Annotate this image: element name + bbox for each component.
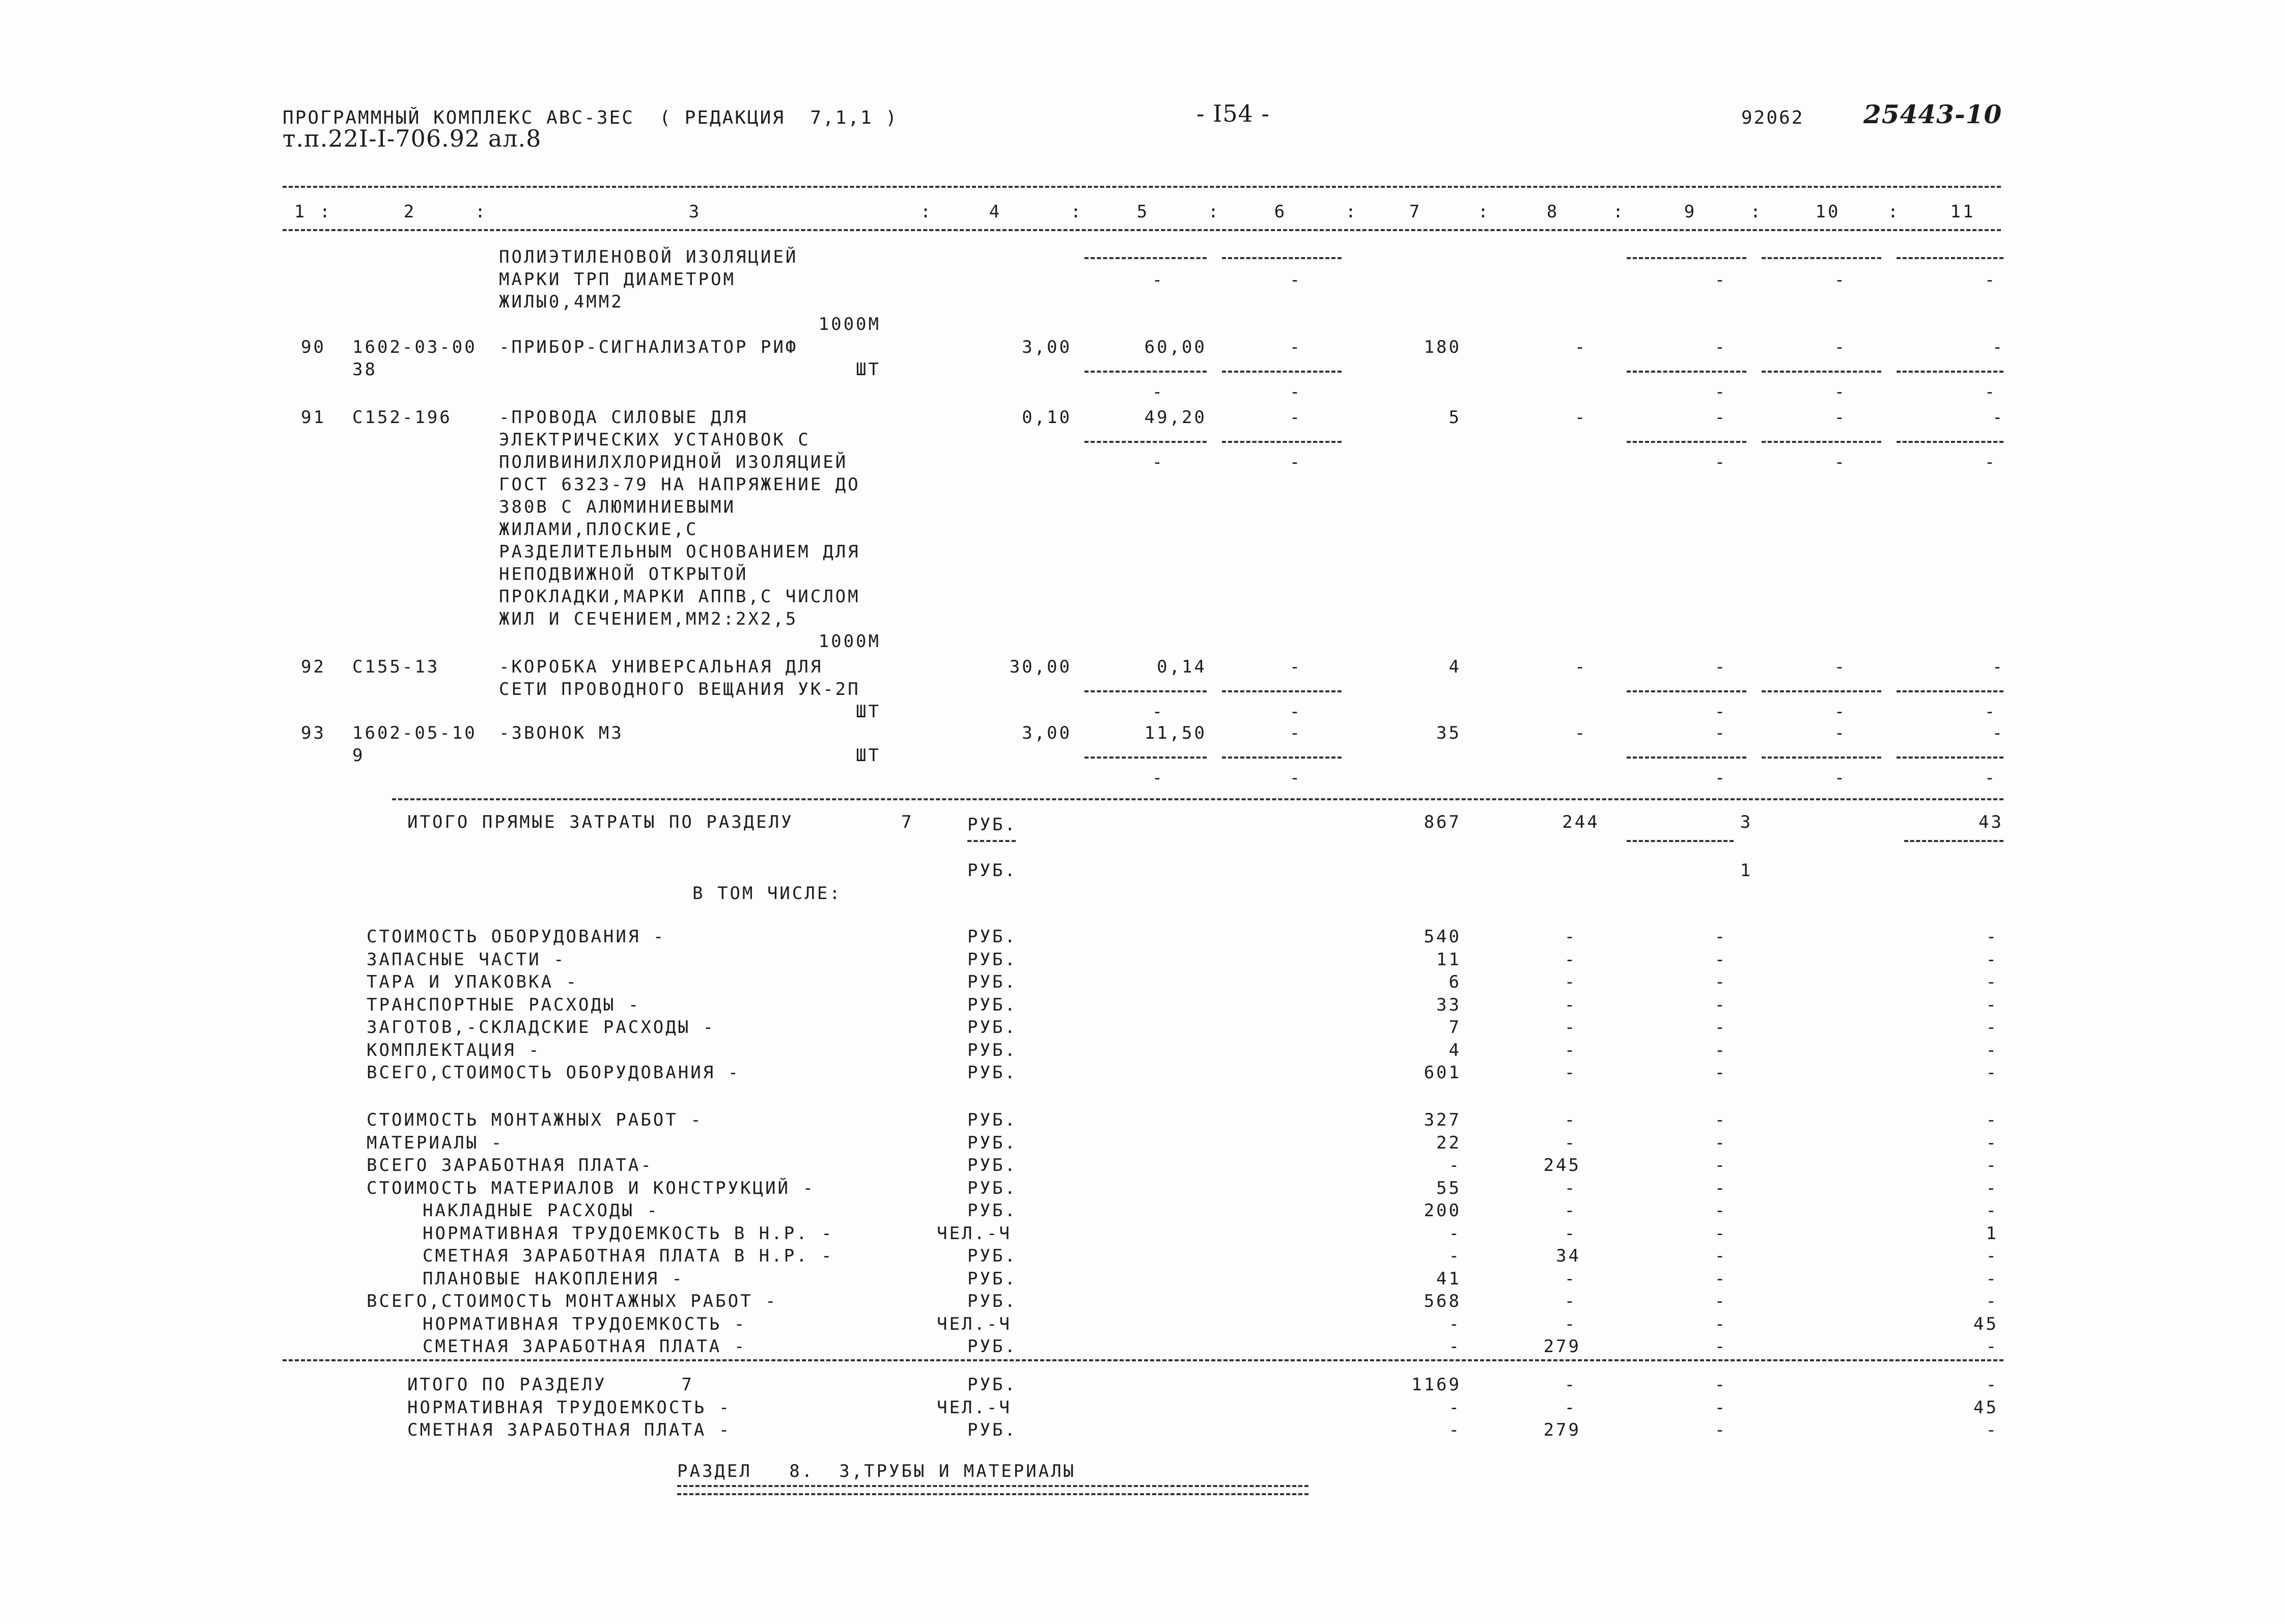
section-total-c11: 43	[1979, 812, 2003, 832]
breakdown-c9: -	[1714, 994, 1727, 1015]
quantity: 3,00	[1022, 337, 1072, 357]
sub-value: -	[1984, 452, 1997, 472]
works-c7: 55	[1436, 1178, 1461, 1198]
unit-price: 49,20	[1144, 407, 1207, 428]
double-underline	[677, 1485, 1308, 1495]
breakdown-c8: -	[1564, 927, 1577, 947]
sub-value: -	[1714, 382, 1727, 402]
works-c11: -	[1986, 1155, 1998, 1175]
sub-value: -	[1289, 702, 1302, 722]
unit-label: РУБ.	[967, 1200, 1017, 1221]
works-label: МАТЕРИАЛЫ -	[367, 1132, 504, 1153]
unit-price: 11,50	[1144, 723, 1207, 743]
unit-label: 1000М	[818, 314, 881, 334]
item-number: 90	[301, 337, 326, 357]
description-line: ГОСТ 6323-79 НА НАПРЯЖЕНИЕ ДО	[499, 474, 860, 495]
unit-label: ЧЕЛ.-Ч	[937, 1313, 1012, 1334]
sub-value: -	[1152, 382, 1165, 402]
sub-value: -	[1289, 768, 1302, 788]
breakdown-c11: -	[1986, 1017, 1998, 1038]
column-header-10: 10	[1815, 202, 1841, 222]
description-line: -КОРОБКА УНИВЕРСАЛЬНАЯ ДЛЯ	[499, 657, 823, 677]
works-c7: 22	[1436, 1132, 1461, 1153]
breakdown-c7: 11	[1436, 949, 1461, 970]
description-line: ПОЛИЭТИЛЕНОВОЙ ИЗОЛЯЦИЕЙ	[499, 247, 798, 267]
works-label: НОРМАТИВНАЯ ТРУДОЕМКОСТЬ -	[423, 1313, 747, 1334]
column-header-6: 6	[1274, 202, 1287, 222]
final-c8: -	[1564, 1397, 1577, 1418]
dashed-rule	[1222, 371, 1342, 373]
dashed-rule	[1897, 690, 2003, 692]
column-separator: :	[1887, 202, 1901, 222]
dashed-rule	[1627, 690, 1746, 692]
section-total-c9-sub: 1	[1740, 860, 1753, 881]
unit-label: ШТ	[856, 359, 881, 380]
cell-9: -	[1714, 723, 1727, 743]
section-total-number: 7	[901, 812, 914, 832]
works-c9: -	[1714, 1200, 1727, 1221]
dashed-rule	[1762, 690, 1881, 692]
breakdown-label: КОМПЛЕКТАЦИЯ -	[367, 1040, 541, 1060]
dashed-rule	[1897, 757, 2003, 759]
works-c11: 45	[1973, 1313, 1998, 1334]
column-separator: :	[1750, 202, 1763, 222]
works-label: НОРМАТИВНАЯ ТРУДОЕМКОСТЬ В Н.Р. -	[423, 1223, 834, 1244]
cell-10: -	[1834, 337, 1847, 357]
breakdown-c7: 4	[1448, 1040, 1461, 1060]
description-line: ЭЛЕКТРИЧЕСКИХ УСТАНОВОК С	[499, 430, 811, 450]
sub-value: -	[1714, 452, 1727, 472]
works-c11: -	[1986, 1110, 1998, 1130]
works-label: СМЕТНАЯ ЗАРАБОТНАЯ ПЛАТА -	[423, 1336, 747, 1357]
unit-label: РУБ.	[967, 1375, 1017, 1395]
section-total-cost: 867	[1424, 812, 1461, 832]
breakdown-c8: -	[1564, 994, 1577, 1015]
breakdown-c8: -	[1564, 1017, 1577, 1038]
unit-price: 0,14	[1157, 657, 1207, 677]
breakdown-c8: -	[1564, 1040, 1577, 1060]
unit-label: РУБ.	[967, 1178, 1017, 1198]
unit-label: РУБ.	[967, 815, 1017, 835]
breakdown-c11: -	[1986, 949, 1998, 970]
works-c8: -	[1564, 1132, 1577, 1153]
handwritten-stamp: 25443-10	[1863, 99, 2002, 129]
cell-9: -	[1714, 657, 1727, 677]
sub-value: -	[1984, 382, 1997, 402]
next-section-title: РАЗДЕЛ 8. 3,ТРУБЫ И МАТЕРИАЛЫ	[677, 1461, 1076, 1481]
column-header-7: 7	[1409, 202, 1422, 222]
page-number: - I54 -	[1196, 100, 1270, 127]
dashed-rule	[1904, 840, 2003, 842]
cell-9: -	[1714, 337, 1727, 357]
dashed-rule	[1222, 441, 1342, 443]
sub-value: -	[1152, 452, 1165, 472]
unit-label: РУБ.	[967, 1040, 1017, 1060]
quantity: 30,00	[1009, 657, 1072, 677]
sub-value: -	[1834, 452, 1847, 472]
breakdown-c9: -	[1714, 1062, 1727, 1083]
cell-11: -	[1992, 657, 2005, 677]
works-label: СТОИМОСТЬ МОНТАЖНЫХ РАБОТ -	[367, 1110, 703, 1130]
sub-value: -	[1152, 270, 1165, 290]
final-c7: -	[1448, 1397, 1461, 1418]
breakdown-c11: -	[1986, 994, 1998, 1015]
works-c9: -	[1714, 1178, 1727, 1198]
final-c9: -	[1714, 1420, 1727, 1440]
unit-label: РУБ.	[967, 994, 1017, 1015]
breakdown-c11: -	[1986, 972, 1998, 992]
works-c9: -	[1714, 1268, 1727, 1289]
cell-8: -	[1574, 723, 1587, 743]
works-c11: -	[1986, 1246, 1998, 1266]
description-line: ЖИЛЫ0,4ММ2	[499, 292, 624, 312]
cell-8: -	[1574, 337, 1587, 357]
final-label: СМЕТНАЯ ЗАРАБОТНАЯ ПЛАТА -	[407, 1420, 732, 1440]
breakdown-c7: 6	[1448, 972, 1461, 992]
description-line: СЕТИ ПРОВОДНОГО ВЕЩАНИЯ УК-2П	[499, 679, 860, 699]
unit-label: РУБ.	[967, 1336, 1017, 1357]
dashed-rule	[1762, 371, 1881, 373]
cell-8: -	[1574, 407, 1587, 428]
sub-value: -	[1984, 768, 1997, 788]
dashed-rule	[1222, 757, 1342, 759]
column-header-1: 1	[294, 202, 307, 222]
final-c9: -	[1714, 1375, 1727, 1395]
column-header-5: 5	[1136, 202, 1150, 222]
description-line: РАЗДЕЛИТЕЛЬНЫМ ОСНОВАНИЕМ ДЛЯ	[499, 542, 860, 562]
final-label: НОРМАТИВНАЯ ТРУДОЕМКОСТЬ -	[407, 1397, 732, 1418]
sub-value: -	[1289, 270, 1302, 290]
unit-label: РУБ.	[967, 1268, 1017, 1289]
unit-label: РУБ.	[967, 1017, 1017, 1038]
works-c8: -	[1564, 1110, 1577, 1130]
works-c9: -	[1714, 1132, 1727, 1153]
cell-6: -	[1289, 657, 1302, 677]
works-c8: -	[1564, 1313, 1577, 1334]
unit-label: РУБ.	[967, 1291, 1017, 1311]
column-separator: :	[920, 202, 933, 222]
works-label: СТОИМОСТЬ МАТЕРИАЛОВ И КОНСТРУКЦИЙ -	[367, 1178, 815, 1198]
works-c9: -	[1714, 1246, 1727, 1266]
column-header-9: 9	[1684, 202, 1697, 222]
sub-value: -	[1289, 382, 1302, 402]
description-line: ПОЛИВИНИЛХЛОРИДНОЙ ИЗОЛЯЦИЕЙ	[499, 452, 848, 472]
column-separator: :	[1345, 202, 1358, 222]
dashed-rule	[1897, 441, 2003, 443]
works-c7: 200	[1424, 1200, 1461, 1221]
final-c11: 45	[1973, 1397, 1998, 1418]
column-header-11: 11	[1950, 202, 1975, 222]
final-c11: -	[1986, 1375, 1998, 1395]
final-c8: -	[1564, 1375, 1577, 1395]
unit-label: РУБ.	[967, 1132, 1017, 1153]
breakdown-label: ТРАНСПОРТНЫЕ РАСХОДЫ -	[367, 994, 641, 1015]
breakdown-c9: -	[1714, 949, 1727, 970]
item-number: 92	[301, 657, 326, 677]
works-c11: -	[1986, 1132, 1998, 1153]
works-c8: -	[1564, 1291, 1577, 1311]
table-top-border	[283, 186, 2001, 188]
in-that-number-label: В ТОМ ЧИСЛЕ:	[692, 883, 842, 904]
dashed-rule	[1762, 257, 1881, 259]
final-c7: -	[1448, 1420, 1461, 1440]
works-c7: -	[1448, 1313, 1461, 1334]
sub-value: -	[1834, 768, 1847, 788]
description-line: МАРКИ ТРП ДИАМЕТРОМ	[499, 269, 736, 290]
cell-10: -	[1834, 407, 1847, 428]
description-line: -ПРИБОР-СИГНАЛИЗАТОР РИФ	[499, 337, 798, 357]
section-total-wages: 244	[1562, 812, 1600, 832]
works-c7: -	[1448, 1336, 1461, 1357]
final-c11: -	[1986, 1420, 1998, 1440]
breakdown-label: ВСЕГО,СТОИМОСТЬ ОБОРУДОВАНИЯ -	[367, 1062, 741, 1083]
breakdown-label: ЗАПАСНЫЕ ЧАСТИ -	[367, 949, 566, 970]
total-cost: 4	[1448, 657, 1461, 677]
breakdown-c8: -	[1564, 972, 1577, 992]
column-header-2: 2	[403, 202, 416, 222]
dashed-rule	[1627, 257, 1746, 259]
description-line: 380В С АЛЮМИНИЕВЫМИ	[499, 497, 736, 517]
column-header-8: 8	[1546, 202, 1559, 222]
cell-10: -	[1834, 723, 1847, 743]
sub-value: -	[1834, 382, 1847, 402]
works-c9: -	[1714, 1155, 1727, 1175]
dashed-rule	[1222, 690, 1342, 692]
breakdown-c11: -	[1986, 927, 1998, 947]
unit-label: ШТ	[856, 745, 881, 766]
works-c7: 568	[1424, 1291, 1461, 1311]
column-header-border	[283, 229, 2001, 231]
breakdown-c7: 7	[1448, 1017, 1461, 1038]
breakdown-c9: -	[1714, 1017, 1727, 1038]
works-c8: 279	[1543, 1336, 1581, 1357]
works-c7: -	[1448, 1155, 1461, 1175]
column-separator: :	[1612, 202, 1626, 222]
works-c7: 327	[1424, 1110, 1461, 1130]
breakdown-label: ЗАГОТОВ,-СКЛАДСКИЕ РАСХОДЫ -	[367, 1017, 716, 1038]
unit-label: РУБ.	[967, 1062, 1017, 1083]
item-code: 1602-03-00	[352, 337, 477, 357]
works-label: ВСЕГО ЗАРАБОТНАЯ ПЛАТА-	[367, 1155, 653, 1175]
breakdown-c11: -	[1986, 1040, 1998, 1060]
sub-value: -	[1834, 270, 1847, 290]
works-c11: -	[1986, 1336, 1998, 1357]
sub-value: -	[1289, 452, 1302, 472]
dashed-rule	[1627, 840, 1734, 842]
breakdown-c8: -	[1564, 1062, 1577, 1083]
breakdown-c7: 601	[1424, 1062, 1461, 1083]
breakdown-c9: -	[1714, 927, 1727, 947]
dashed-rule	[1084, 371, 1207, 373]
item-code-suffix: 9	[352, 745, 365, 766]
cell-11: -	[1992, 337, 2005, 357]
breakdown-label: СТОИМОСТЬ ОБОРУДОВАНИЯ -	[367, 927, 666, 947]
dashed-rule	[1897, 371, 2003, 373]
unit-label: ШТ	[856, 702, 881, 722]
project-reference: т.п.22I-I-706.92 ал.8	[283, 125, 542, 152]
final-c7: 1169	[1411, 1375, 1461, 1395]
works-label: НАКЛАДНЫЕ РАСХОДЫ -	[423, 1200, 659, 1221]
works-c9: -	[1714, 1223, 1727, 1244]
works-c7: -	[1448, 1246, 1461, 1266]
final-rule	[283, 1359, 2003, 1361]
column-separator: :	[319, 202, 332, 222]
description-line: -ЗВОНОК МЗ	[499, 723, 624, 743]
unit-label: 1000М	[818, 631, 881, 652]
works-c8: -	[1564, 1223, 1577, 1244]
sub-value: -	[1834, 702, 1847, 722]
unit-label: РУБ.	[967, 972, 1017, 992]
sub-value: -	[1984, 702, 1997, 722]
column-header-4: 4	[989, 202, 1002, 222]
dashed-rule	[1627, 757, 1746, 759]
works-c11: -	[1986, 1200, 1998, 1221]
item-code-suffix: 38	[352, 359, 377, 380]
description-line: НЕПОДВИЖНОЙ ОТКРЫТОЙ	[499, 564, 748, 584]
cell-10: -	[1834, 657, 1847, 677]
description-line: -ПРОВОДА СИЛОВЫЕ ДЛЯ	[499, 407, 748, 428]
unit-label: РУБ.	[967, 1246, 1017, 1266]
works-c8: -	[1564, 1200, 1577, 1221]
final-c9: -	[1714, 1397, 1727, 1418]
works-c8: -	[1564, 1268, 1577, 1289]
item-code: С155-13	[352, 657, 440, 677]
works-c9: -	[1714, 1336, 1727, 1357]
works-c7: -	[1448, 1223, 1461, 1244]
unit-label: ЧЕЛ.-Ч	[937, 1397, 1012, 1418]
dashed-rule	[1084, 441, 1207, 443]
breakdown-c7: 540	[1424, 927, 1461, 947]
dashed-rule	[1762, 441, 1881, 443]
dashed-rule	[1084, 757, 1207, 759]
breakdown-c7: 33	[1436, 994, 1461, 1015]
final-c8: 279	[1543, 1420, 1581, 1440]
sub-value: -	[1714, 270, 1727, 290]
column-separator: :	[1070, 202, 1083, 222]
unit-label: РУБ.	[967, 949, 1017, 970]
program-title: ПРОГРАММНЫЙ КОМПЛЕКС АВС-3ЕС ( РЕДАКЦИЯ 7,1,1 )	[283, 107, 899, 128]
dashed-rule	[967, 840, 1016, 842]
works-c11: -	[1986, 1291, 1998, 1311]
sub-value: -	[1714, 768, 1727, 788]
unit-price: 60,00	[1144, 337, 1207, 357]
total-cost: 180	[1424, 337, 1461, 357]
works-c9: -	[1714, 1110, 1727, 1130]
item-code: 1602-05-10	[352, 723, 477, 743]
breakdown-label: ТАРА И УПАКОВКА -	[367, 972, 578, 992]
works-c7: 41	[1436, 1268, 1461, 1289]
document-code: 92062	[1741, 107, 1804, 128]
dashed-rule	[1762, 757, 1881, 759]
column-separator: :	[1208, 202, 1221, 222]
breakdown-c11: -	[1986, 1062, 1998, 1083]
works-c11: -	[1986, 1268, 1998, 1289]
breakdown-c9: -	[1714, 1040, 1727, 1060]
works-c9: -	[1714, 1313, 1727, 1334]
works-c8: 245	[1543, 1155, 1581, 1175]
section-total-rule	[392, 798, 2003, 800]
section-total-label: ИТОГО ПРЯМЫЕ ЗАТРАТЫ ПО РАЗДЕЛУ	[407, 812, 794, 832]
works-c9: -	[1714, 1291, 1727, 1311]
works-label: ПЛАНОВЫЕ НАКОПЛЕНИЯ -	[423, 1268, 684, 1289]
works-label: СМЕТНАЯ ЗАРАБОТНАЯ ПЛАТА В Н.Р. -	[423, 1246, 834, 1266]
works-c11: -	[1986, 1178, 1998, 1198]
unit-label: РУБ.	[967, 1110, 1017, 1130]
total-cost: 35	[1436, 723, 1461, 743]
dashed-rule	[1222, 257, 1342, 259]
cell-9: -	[1714, 407, 1727, 428]
description-line: ПРОКЛАДКИ,МАРКИ АППВ,С ЧИСЛОМ	[499, 586, 860, 607]
cell-8: -	[1574, 657, 1587, 677]
unit-label: РУБ.	[967, 860, 1017, 881]
section-total-c9: 3	[1740, 812, 1753, 832]
sub-value: -	[1152, 702, 1165, 722]
quantity: 0,10	[1022, 407, 1072, 428]
dashed-rule	[1627, 441, 1746, 443]
unit-label: РУБ.	[967, 927, 1017, 947]
item-number: 93	[301, 723, 326, 743]
description-line: ЖИЛ И СЕЧЕНИЕМ,ММ2:2Х2,5	[499, 609, 798, 629]
breakdown-c8: -	[1564, 949, 1577, 970]
column-separator: :	[1478, 202, 1491, 222]
cell-6: -	[1289, 723, 1302, 743]
breakdown-c9: -	[1714, 972, 1727, 992]
unit-label: РУБ.	[967, 1420, 1017, 1440]
dashed-rule	[1084, 690, 1207, 692]
cell-6: -	[1289, 337, 1302, 357]
unit-label: РУБ.	[967, 1155, 1017, 1175]
cell-11: -	[1992, 407, 2005, 428]
item-code: С152-196	[352, 407, 452, 428]
works-c8: -	[1564, 1178, 1577, 1198]
total-cost: 5	[1448, 407, 1461, 428]
dashed-rule	[1627, 371, 1746, 373]
dashed-rule	[1897, 257, 2003, 259]
works-c11: 1	[1986, 1223, 1998, 1244]
column-header-3: 3	[688, 202, 702, 222]
description-line: ЖИЛАМИ,ПЛОСКИЕ,С	[499, 519, 699, 540]
column-separator: :	[475, 202, 488, 222]
cell-6: -	[1289, 407, 1302, 428]
works-c8: 34	[1556, 1246, 1581, 1266]
cell-11: -	[1992, 723, 2005, 743]
sub-value: -	[1984, 270, 1997, 290]
unit-label: ЧЕЛ.-Ч	[937, 1223, 1012, 1244]
item-number: 91	[301, 407, 326, 428]
final-label: ИТОГО ПО РАЗДЕЛУ 7	[407, 1375, 694, 1395]
sub-value: -	[1152, 768, 1165, 788]
dashed-rule	[1084, 257, 1207, 259]
quantity: 3,00	[1022, 723, 1072, 743]
works-label: ВСЕГО,СТОИМОСТЬ МОНТАЖНЫХ РАБОТ -	[367, 1291, 778, 1311]
sub-value: -	[1714, 702, 1727, 722]
